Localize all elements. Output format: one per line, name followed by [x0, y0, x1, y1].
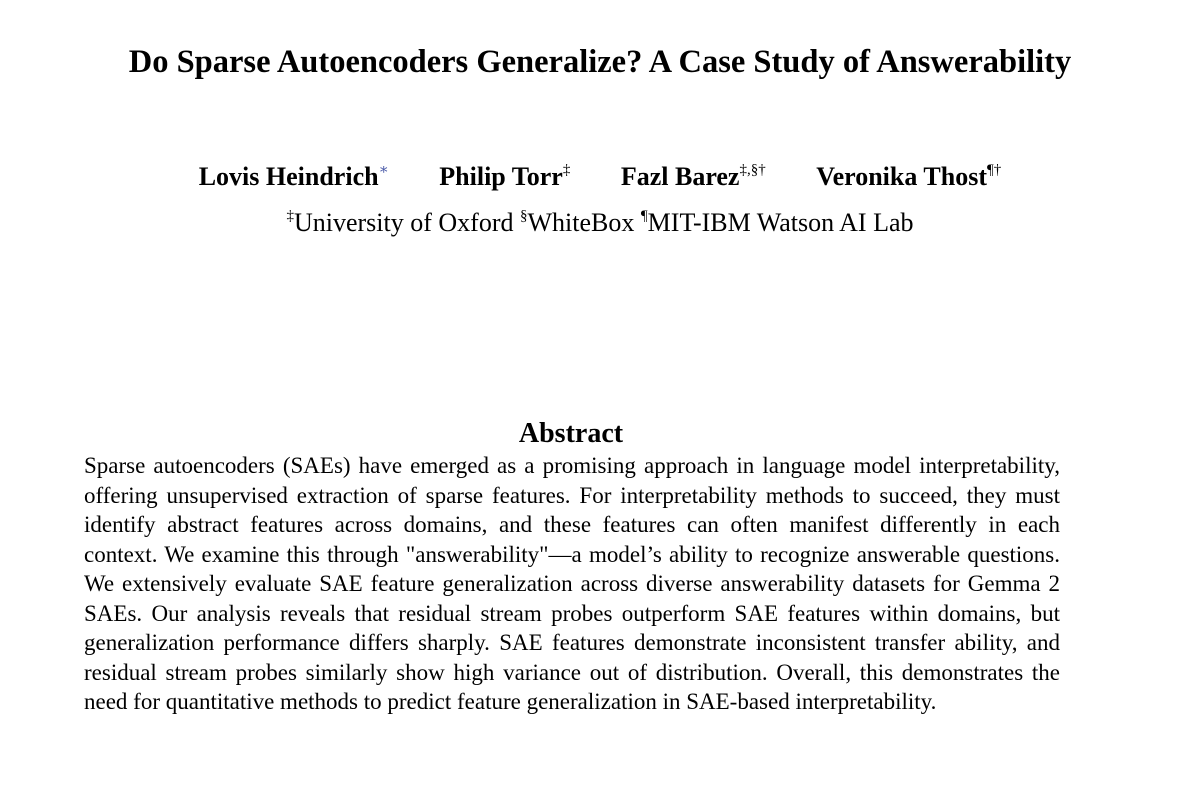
paper-title: Do Sparse Autoencoders Generalize? A Case Study of Answerability: [128, 44, 1072, 80]
author-name: Veronika Thost: [816, 162, 987, 191]
author-marks: ‡: [562, 162, 571, 178]
affiliation-name: MIT-IBM Watson AI Lab: [647, 208, 914, 237]
author-name: Philip Torr: [439, 162, 563, 191]
author-marks: ∗: [378, 162, 389, 178]
author-list: [0, 160, 1200, 194]
author-philip-torr: [439, 160, 570, 194]
author-veronika-thost: [816, 160, 1001, 194]
author-lovis-heindrich: [199, 160, 389, 194]
affiliation-oxford: [286, 208, 513, 237]
author-name: Lovis Heindrich: [198, 162, 379, 191]
affiliation-list: [0, 206, 1200, 240]
affiliation-mit-ibm: [641, 208, 914, 237]
affiliation-name: WhiteBox: [527, 208, 635, 237]
author-marks: ¶†: [986, 162, 1002, 178]
abstract-heading: Abstract: [518, 418, 624, 449]
author-name: Fazl Barez: [620, 162, 740, 191]
affiliation-name: University of Oxford: [293, 208, 514, 237]
affiliation-mark: ¶: [640, 208, 648, 224]
abstract-text: Sparse autoencoders (SAEs) have emerged as a promising approach in language model interpretability, offering unsupervised extraction of sparse features. For interpretability methods to succeed, they must identify abstract features across domains, and these features can often manifest differently in each context. We examine this through "answerability"—a model’s ability to recognize answerable questions. We extensively evaluate SAE feature generalization across diverse answerability datasets for Gemma 2 SAEs. Our analysis reveals that residual stream probes outperform SAE features within domains, but generalization performance differs sharply. SAE features demonstrate inconsistent transfer ability, and residual stream probes similarly show high variance out of distribution. Overall, this demonstrates the need for quantitative methods to predict feature generalization in SAE-based interpretability.: [84, 453, 1060, 714]
affiliation-mark: ‡: [286, 208, 294, 224]
affiliation-mark: §: [520, 208, 528, 224]
author-fazl-barez: [621, 160, 766, 194]
author-marks: ‡,§†: [739, 162, 766, 178]
affiliation-whitebox: [520, 208, 634, 237]
